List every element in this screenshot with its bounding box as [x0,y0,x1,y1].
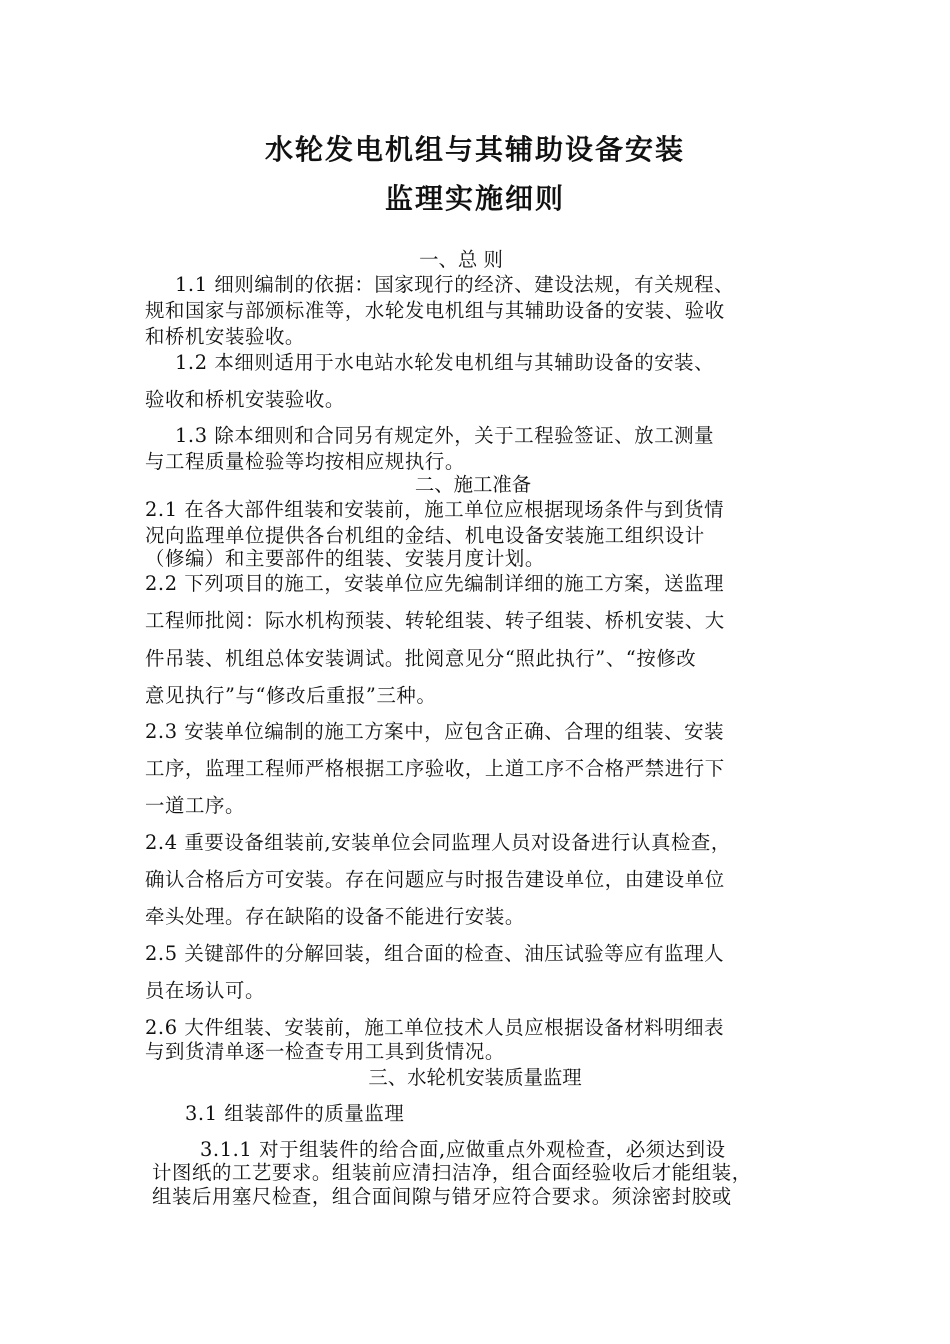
section-heading: 二、施工准备 [414,473,532,496]
paragraph-line: 2.4 重要设备组装前,安装单位会同监理人员对设备进行认真检查， [145,831,731,854]
paragraph-line: 与到货清单逐一检查专用工具到货情况。 [145,1040,505,1063]
paragraph-line: 验收和桥机安装验收。 [145,388,345,411]
section-heading: 三、水轮机安装质量监理 [368,1066,582,1089]
paragraph-line: 组装后用塞尺检查，组合面间隙与错牙应符合要求。须涂密封胶或 [152,1185,732,1208]
paragraph-line: 工序，监理工程师严格根据工序验收，上道工序不合格严禁进行下 [145,757,725,780]
paragraph-line: 一道工序。 [145,794,245,817]
paragraph-line: 计图纸的工艺要求。组装前应清扫洁净，组合面经验收后才能组装， [152,1161,752,1184]
paragraph-line: 2.3 安装单位编制的施工方案中，应包含正确、合理的组装、安装 [145,720,725,743]
paragraph-line: 2.1 在各大部件组装和安装前，施工单位应根据现场条件与到货情 [145,498,725,521]
paragraph-line: 2.6 大件组装、安装前，施工单位技术人员应根据设备材料明细表 [145,1016,725,1039]
paragraph-line: 牵头处理。存在缺陷的设备不能进行安装。 [145,905,525,928]
paragraph-line: 1.1 细则编制的依据：国家现行的经济、建设法规，有关规程、 [175,273,735,296]
paragraph-line: 1.3 除本细则和合同另有规定外，关于工程验签证、放工测量 [175,424,715,447]
paragraph-line: 况向监理单位提供各台机组的金结、机电设备安装施工组织设计 [145,524,705,547]
paragraph-line: 2.2 下列项目的施工，安装单位应先编制详细的施工方案，送监理 [145,572,725,595]
paragraph-line: 工程师批阅：际水机构预装、转轮组装、转子组装、桥机安装、大 [145,609,725,632]
paragraph-line: 2.5 关键部件的分解回装，组合面的检查、油压试验等应有监理人 [145,942,725,965]
paragraph-line: 规和国家与部颁标准等，水轮发电机组与其辅助设备的安装、验收 [145,299,725,322]
document-title-line2: 监理实施细则 [384,182,565,215]
paragraph-line: 件吊装、机组总体安装调试。批阅意见分“照此执行”、“按修改 [145,647,697,670]
sub-heading: 3.1 组装部件的质量监理 [185,1102,405,1125]
paragraph-line: （修编）和主要部件的组装、安装月度计划。 [145,547,545,570]
paragraph-line: 与工程质量检验等均按相应规执行。 [145,450,465,473]
paragraph-line: 确认合格后方可安装。存在问题应与时报告建设单位，由建设单位 [145,868,725,891]
paragraph-line: 1.2 本细则适用于水电站水轮发电机组与其辅助设备的安装、 [175,351,715,374]
paragraph-line: 员在场认可。 [145,979,265,1002]
paragraph-line: 和桥机安装验收。 [145,325,305,348]
document-title-line1: 水轮发电机组与其辅助设备安装 [264,133,685,166]
section-heading: 一、总 则 [419,248,503,271]
paragraph-line: 3.1.1 对于组装件的给合面,应做重点外观检查，必须达到设 [200,1138,726,1161]
paragraph-line: 意见执行”与“修改后重报”三种。 [145,684,437,707]
